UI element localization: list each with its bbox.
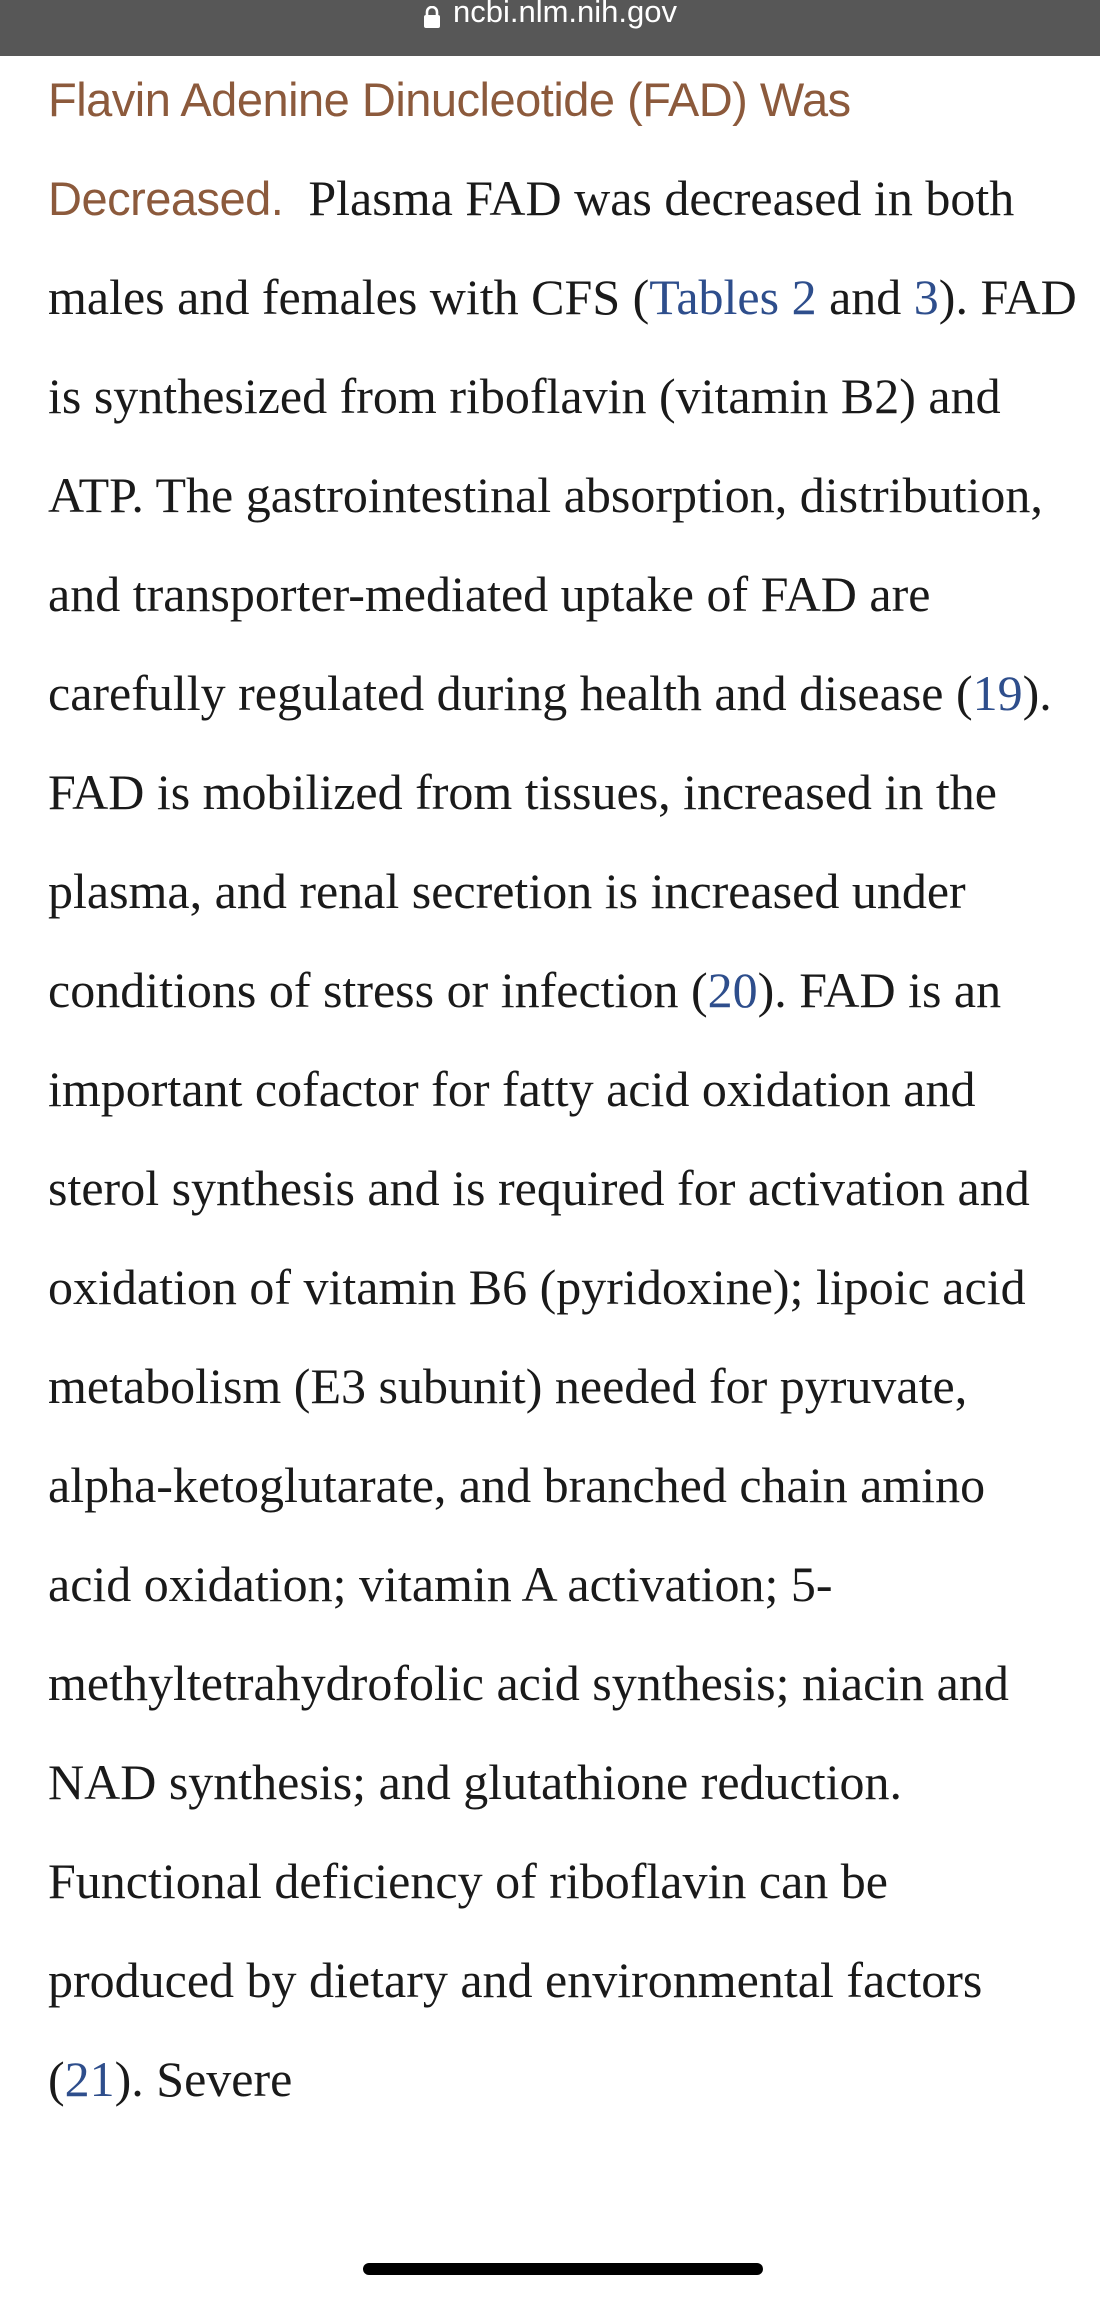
paragraph-text: ). Severe bbox=[114, 2051, 293, 2107]
browser-address-bar[interactable] bbox=[0, 0, 1100, 56]
url-display[interactable] bbox=[423, 0, 677, 30]
article-body bbox=[48, 50, 1078, 2129]
lock-icon bbox=[423, 6, 441, 28]
tables-2-link[interactable]: Tables 2 bbox=[649, 269, 817, 325]
paragraph-text: ). FAD is mobilized from tissues, increased in the plasma, and renal secretion is increased under conditions of stress or infection ( bbox=[48, 665, 1052, 1018]
paragraph-text: and bbox=[816, 269, 914, 325]
table-3-link[interactable]: 3 bbox=[913, 269, 939, 325]
reference-21-link[interactable]: 21 bbox=[64, 2051, 115, 2107]
article-paragraph bbox=[48, 50, 1078, 2129]
paragraph-text: ). FAD is synthesized from riboflavin (vitamin B2) and ATP. The gastrointestinal absorption, distribution, and transporter-mediated uptake of FAD are carefully regulated during health and disease ( bbox=[48, 269, 1077, 721]
paragraph-text: ). FAD is an important cofactor for fatty acid oxidation and sterol synthesis and is required for activation and oxidation of vitamin B6 (pyridoxine); lipoic acid metabolism (E3 subunit) needed for pyruvate, alpha-ketoglutarate, and branched chain amino acid oxidation; vitamin A activation; 5-methyltetrahydrofolic acid synthesis; niacin and NAD synthesis; and glutathione reduction. Functional deficiency of riboflavin can be produced by dietary and environmental factors ( bbox=[48, 962, 1030, 2107]
paragraph-text: Plasma FAD was decreased in both males and females with CFS ( bbox=[48, 170, 1015, 325]
reference-19-link[interactable]: 19 bbox=[972, 665, 1023, 721]
section-heading: Flavin Adenine Dinucleotide (FAD) Was Decreased. bbox=[48, 73, 851, 225]
reference-20-link[interactable]: 20 bbox=[707, 962, 758, 1018]
home-indicator[interactable] bbox=[363, 2263, 763, 2275]
url-text: ncbi.nlm.nih.gov bbox=[452, 0, 677, 29]
